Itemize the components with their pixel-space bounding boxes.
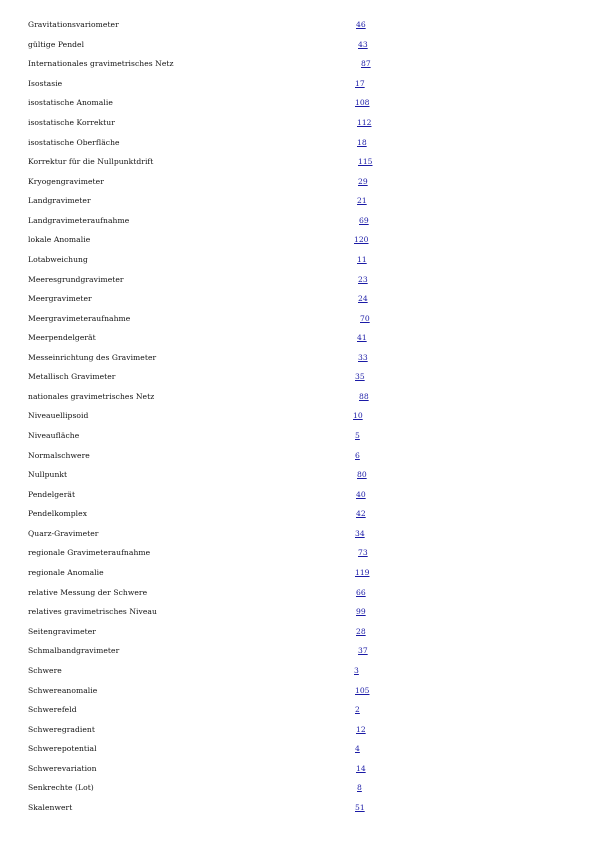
index-entry bbox=[0, 605, 595, 619]
page-number-link[interactable]: 23 bbox=[358, 275, 368, 284]
index-entry bbox=[0, 546, 595, 560]
index-term: Schwerevariation bbox=[28, 764, 97, 773]
index-entry bbox=[0, 507, 595, 521]
index-entry bbox=[0, 488, 595, 502]
page-number-link[interactable]: 24 bbox=[358, 294, 368, 303]
page-number-link[interactable]: 120 bbox=[354, 235, 369, 244]
index-term: Schwerefeld bbox=[28, 705, 77, 714]
index-term: Landgravimeteraufnahme bbox=[28, 216, 130, 225]
index-entry bbox=[0, 136, 595, 150]
index-term: Meergravimeter bbox=[28, 294, 92, 303]
page-number-link[interactable]: 37 bbox=[358, 646, 368, 655]
index-term: relative Messung der Schwere bbox=[28, 588, 148, 597]
page-number-link[interactable]: 70 bbox=[360, 314, 370, 323]
index-term: Isostasie bbox=[28, 79, 63, 88]
index-term: Meerpendelgerät bbox=[28, 333, 96, 342]
index-entry bbox=[0, 292, 595, 306]
index-entry bbox=[0, 723, 595, 737]
page-number-link[interactable]: 41 bbox=[357, 333, 367, 342]
page-number-link[interactable]: 73 bbox=[358, 548, 368, 557]
index-entry bbox=[0, 527, 595, 541]
index-entry bbox=[0, 96, 595, 110]
index-entry bbox=[0, 468, 595, 482]
index-entry bbox=[0, 703, 595, 717]
index-entry bbox=[0, 566, 595, 580]
index-entry bbox=[0, 586, 595, 600]
page-number-link[interactable]: 69 bbox=[359, 216, 369, 225]
index-term: Meeresgrundgravimeter bbox=[28, 275, 124, 284]
index-term: Landgravimeter bbox=[28, 196, 91, 205]
page-number-link[interactable]: 29 bbox=[358, 177, 368, 186]
index-term: Kryogengravimeter bbox=[28, 177, 104, 186]
page-number-link[interactable]: 87 bbox=[361, 59, 371, 68]
index-entry bbox=[0, 77, 595, 91]
index-entry bbox=[0, 351, 595, 365]
page-number-link[interactable]: 2 bbox=[355, 705, 360, 714]
index-term: Schwerepotential bbox=[28, 744, 97, 753]
page-number-link[interactable]: 35 bbox=[355, 372, 365, 381]
index-term: isostatische Oberfläche bbox=[28, 138, 120, 147]
index-entry bbox=[0, 625, 595, 639]
index-entry bbox=[0, 18, 595, 32]
index-entry bbox=[0, 801, 595, 815]
page-number-link[interactable]: 43 bbox=[358, 40, 368, 49]
index-term: Schmalbandgravimeter bbox=[28, 646, 120, 655]
page-number-link[interactable]: 99 bbox=[356, 607, 366, 616]
index-entry bbox=[0, 449, 595, 463]
index-term: Schwereanomalie bbox=[28, 686, 98, 695]
index-entry bbox=[0, 390, 595, 404]
index-entry bbox=[0, 429, 595, 443]
index-term: Quarz-Gravimeter bbox=[28, 529, 99, 538]
index-term: Messeinrichtung des Gravimeter bbox=[28, 353, 157, 362]
index-term: Korrektur für die Nullpunktdrift bbox=[28, 157, 154, 166]
index-entry bbox=[0, 253, 595, 267]
index-term: Meergravimeteraufnahme bbox=[28, 314, 131, 323]
page-number-link[interactable]: 6 bbox=[355, 451, 360, 460]
page-number-link[interactable]: 8 bbox=[357, 783, 362, 792]
page-number-link[interactable]: 34 bbox=[355, 529, 365, 538]
page-number-link[interactable]: 14 bbox=[356, 764, 366, 773]
page-number-link[interactable]: 4 bbox=[355, 744, 360, 753]
page-number-link[interactable]: 51 bbox=[355, 803, 365, 812]
index-term: Normalschwere bbox=[28, 451, 90, 460]
page-number-link[interactable]: 3 bbox=[354, 666, 359, 675]
page-number-link[interactable]: 12 bbox=[356, 725, 366, 734]
index-entry bbox=[0, 370, 595, 384]
page-number-link[interactable]: 17 bbox=[355, 79, 365, 88]
index-term: Pendelkomplex bbox=[28, 509, 88, 518]
page-number-link[interactable]: 40 bbox=[356, 490, 366, 499]
page-number-link[interactable]: 42 bbox=[356, 509, 366, 518]
page-number-link[interactable]: 80 bbox=[357, 470, 367, 479]
page-number-link[interactable]: 11 bbox=[357, 255, 367, 264]
index-entry bbox=[0, 684, 595, 698]
index-entry bbox=[0, 233, 595, 247]
index-term: regionale Anomalie bbox=[28, 568, 104, 577]
page-number-link[interactable]: 112 bbox=[357, 118, 372, 127]
index-entry bbox=[0, 155, 595, 169]
index-term: gültige Pendel bbox=[28, 40, 85, 49]
index-term: Nullpunkt bbox=[28, 470, 68, 479]
index-entry bbox=[0, 762, 595, 776]
index-entry bbox=[0, 312, 595, 326]
index-term: Schweregradient bbox=[28, 725, 95, 734]
page-number-link[interactable]: 46 bbox=[356, 20, 366, 29]
index-entry bbox=[0, 409, 595, 423]
index-entry bbox=[0, 644, 595, 658]
index-term: Niveaufläche bbox=[28, 431, 80, 440]
index-entry bbox=[0, 742, 595, 756]
index-term: Lotabweichung bbox=[28, 255, 88, 264]
page-number-link[interactable]: 88 bbox=[359, 392, 369, 401]
index-entry bbox=[0, 116, 595, 130]
index-term: Senkrechte (Lot) bbox=[28, 783, 94, 792]
index-term: Internationales gravimetrisches Netz bbox=[28, 59, 174, 68]
index-term: Seitengravimeter bbox=[28, 627, 96, 636]
index-entry bbox=[0, 664, 595, 678]
page-number-link[interactable]: 28 bbox=[356, 627, 366, 636]
page-number-link[interactable]: 18 bbox=[357, 138, 367, 147]
index-term: nationales gravimetrisches Netz bbox=[28, 392, 155, 401]
index-term: Niveauellipsoid bbox=[28, 411, 89, 420]
page-number-link[interactable]: 115 bbox=[358, 157, 373, 166]
page-number-link[interactable]: 66 bbox=[356, 588, 366, 597]
index-entry bbox=[0, 781, 595, 795]
index-term: Schwere bbox=[28, 666, 62, 675]
index-entry bbox=[0, 214, 595, 228]
page-number-link[interactable]: 108 bbox=[355, 98, 370, 107]
page-number-link[interactable]: 119 bbox=[355, 568, 370, 577]
index-term: Skalenwert bbox=[28, 803, 73, 812]
index-term: isostatische Anomalie bbox=[28, 98, 113, 107]
index-entry bbox=[0, 194, 595, 208]
page-number-link[interactable]: 33 bbox=[358, 353, 368, 362]
index-term: regionale Gravimeteraufnahme bbox=[28, 548, 151, 557]
page-number-link[interactable]: 21 bbox=[357, 196, 367, 205]
index-entry bbox=[0, 38, 595, 52]
index-entry bbox=[0, 57, 595, 71]
index-entry bbox=[0, 273, 595, 287]
index-entry bbox=[0, 331, 595, 345]
index-term: Metallisch Gravimeter bbox=[28, 372, 116, 381]
index-term: isostatische Korrektur bbox=[28, 118, 115, 127]
index-term: relatives gravimetrisches Niveau bbox=[28, 607, 157, 616]
page-number-link[interactable]: 105 bbox=[355, 686, 370, 695]
page-number-link[interactable]: 5 bbox=[355, 431, 360, 440]
index-term: lokale Anomalie bbox=[28, 235, 91, 244]
page-number-link[interactable]: 10 bbox=[353, 411, 363, 420]
index-term: Gravitationsvariometer bbox=[28, 20, 119, 29]
index-term: Pendelgerät bbox=[28, 490, 76, 499]
index-entry bbox=[0, 175, 595, 189]
